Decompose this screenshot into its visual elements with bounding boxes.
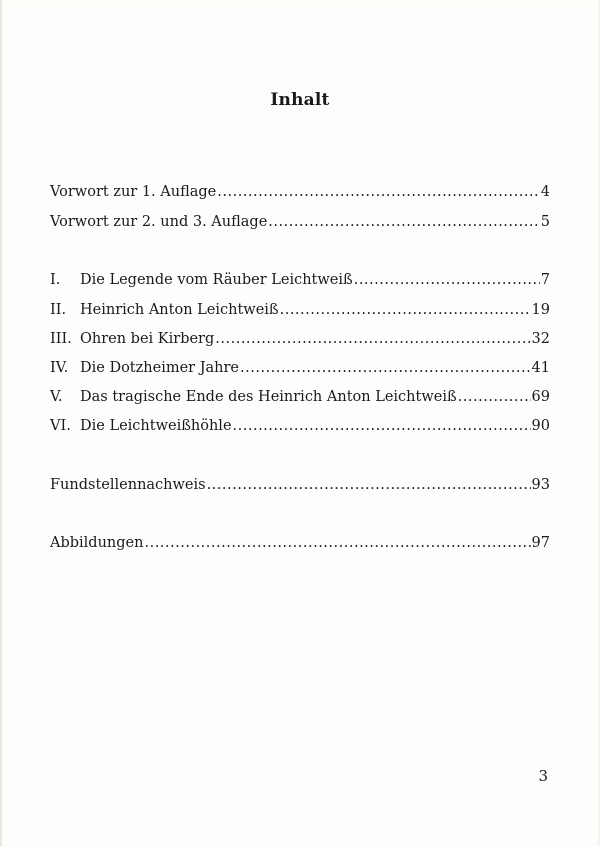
- toc-entry-chapter-5: [50, 388, 550, 406]
- toc-entry-page: 4: [540, 184, 550, 200]
- toc-entry-label: Heinrich Anton Leichtweiß: [80, 302, 279, 318]
- chapter-number: III.: [50, 331, 72, 347]
- leader-dots: [215, 330, 530, 348]
- toc-entry-label: Vorwort zur 2. und 3. Auflage: [50, 214, 268, 230]
- chapter-number: IV.: [50, 360, 69, 376]
- toc-entry-chapter-4: [50, 359, 550, 377]
- chapter-number: II.: [50, 302, 67, 318]
- toc-entry-page: 69: [531, 389, 550, 405]
- chapter-number: VI.: [50, 418, 71, 434]
- leader-dots: [207, 476, 531, 494]
- page-title: Inhalt: [270, 90, 330, 110]
- toc-entry-label: Fundstellennachweis: [50, 477, 206, 493]
- toc-entry-chapter-3: [50, 330, 550, 348]
- leader-dots: [354, 271, 540, 289]
- toc-entry-label: Vorwort zur 1. Auflage: [50, 184, 217, 200]
- toc-entry-chapter-2: [50, 301, 550, 319]
- toc-entry-page: 93: [531, 477, 550, 493]
- leader-dots: [144, 534, 530, 552]
- toc-entry-page: 5: [540, 214, 550, 230]
- toc-entry-label: Abbildungen: [50, 535, 144, 551]
- leader-dots: [233, 417, 531, 435]
- leader-dots: [458, 388, 531, 406]
- toc-entry-page: 97: [531, 535, 550, 551]
- toc-entry-label: Das tragische Ende des Heinrich Anton Leichtweiß: [80, 389, 457, 405]
- toc-entry-vorwort-1: [50, 183, 550, 201]
- chapter-number: V.: [50, 389, 63, 405]
- leader-dots: [217, 183, 540, 201]
- toc-entry-chapter-6: [50, 417, 550, 435]
- leader-dots: [280, 301, 531, 319]
- chapter-number: I.: [50, 272, 61, 288]
- leader-dots: [268, 213, 539, 231]
- toc-entry-vorwort-2-3: [50, 213, 550, 231]
- toc-entry-label: Die Legende vom Räuber Leichtweiß: [80, 272, 353, 288]
- toc-entry-page: 32: [531, 331, 550, 347]
- toc-entry-chapter-1: [50, 271, 550, 289]
- toc-entry-page: 7: [540, 272, 550, 288]
- toc-entry-page: 90: [531, 418, 550, 434]
- toc-entry-page: 41: [531, 360, 550, 376]
- toc-entry-page: 19: [531, 302, 550, 318]
- toc-entry-fundstellennachweis: [50, 476, 550, 494]
- toc-entry-label: Die Dotzheimer Jahre: [80, 360, 240, 376]
- page-number: 3: [538, 767, 548, 785]
- toc-entry-label: Die Leichtweißhöhle: [80, 418, 232, 434]
- toc-entry-label: Ohren bei Kirberg: [80, 331, 215, 347]
- toc-entry-abbildungen: [50, 534, 550, 552]
- leader-dots: [240, 359, 531, 377]
